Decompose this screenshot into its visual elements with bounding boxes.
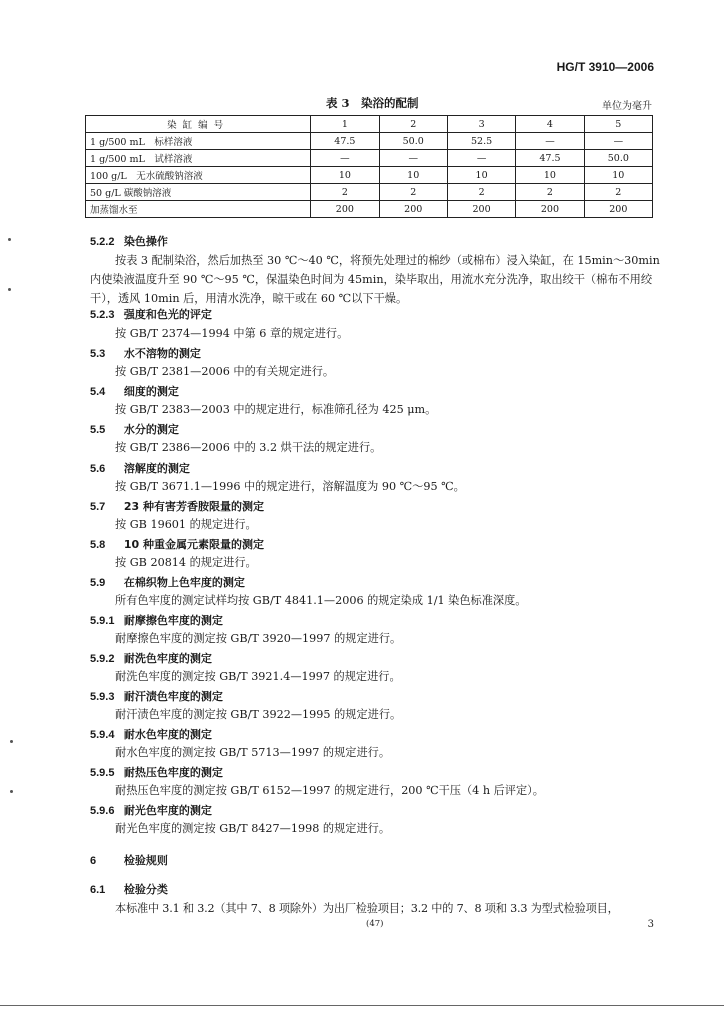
section-title: 耐水色牢度的测定 (123, 728, 212, 741)
table-col-header: 3 (447, 116, 515, 133)
table-row (86, 201, 653, 218)
table-cell: 52.5 (447, 133, 515, 150)
section-title: 溶解度的测定 (123, 462, 190, 475)
table-cell: 10 (584, 167, 652, 184)
table-row (86, 150, 653, 167)
dye-bath-table (85, 115, 653, 218)
section-heading (90, 421, 179, 437)
section-title: 23 种有害芳香胺限量的测定 (123, 500, 264, 513)
row-label: 100 g/L 无水硫酸钠溶液 (86, 167, 311, 184)
table-cell: 10 (447, 167, 515, 184)
section-title: 强度和色光的评定 (123, 308, 212, 321)
section-body: 按 GB 19601 的规定进行。 (115, 518, 257, 531)
table-col-header: 4 (516, 116, 584, 133)
table-cell: 2 (584, 184, 652, 201)
section-heading (90, 726, 212, 742)
table-cell: 2 (379, 184, 447, 201)
section-body: 按 GB/T 2374—1994 中第 6 章的规定进行。 (115, 327, 349, 340)
section-number: 5.6 (90, 463, 106, 475)
table-cell: 47.5 (516, 150, 584, 167)
section-body: 耐洗色牢度的测定按 GB/T 3921.4—1997 的规定进行。 (115, 670, 401, 683)
row-label: 加蒸馏水至 (86, 201, 311, 218)
table-col-header: 5 (584, 116, 652, 133)
section-body: 所有色牢度的测定试样均按 GB/T 4841.1—2006 的规定染成 1/1 染色标准深度。 (115, 594, 527, 607)
section-number: 5.9.2 (90, 653, 115, 665)
table-cell: 200 (311, 201, 379, 218)
section-title: 耐热压色牢度的测定 (123, 766, 223, 779)
section-number: 6.1 (90, 884, 106, 896)
table-cell: 50.0 (379, 133, 447, 150)
section-number: 5.3 (90, 348, 106, 360)
table-cell: — (311, 150, 379, 167)
section-body: 按 GB/T 2381—2006 中的有关规定进行。 (115, 365, 335, 378)
table-col-header: 2 (379, 116, 447, 133)
section-body: 按 GB/T 3671.1—1996 中的规定进行，溶解温度为 90 ℃～95 ℃。 (115, 480, 465, 493)
section-number: 5.9.1 (90, 615, 115, 627)
table-row (86, 184, 653, 201)
table-cell: — (584, 133, 652, 150)
scan-speck (8, 288, 11, 291)
table-cell: 200 (379, 201, 447, 218)
table-cell: — (516, 133, 584, 150)
standard-code: HG/T 3910—2006 (556, 60, 654, 74)
page-number: 3 (647, 919, 654, 930)
section-body: 耐摩擦色牢度的测定按 GB/T 3920—1997 的规定进行。 (115, 632, 402, 645)
section-heading (90, 881, 168, 897)
section-heading (90, 688, 223, 704)
table-cell: 10 (516, 167, 584, 184)
section-heading (90, 536, 264, 552)
table-cell: 200 (584, 201, 652, 218)
row-label: 1 g/500 mL 试样溶液 (86, 150, 311, 167)
section-number: 5.9.3 (90, 691, 115, 703)
section-heading (90, 345, 201, 361)
section-title: 耐汗渍色牢度的测定 (123, 690, 223, 703)
table-cell: 2 (311, 184, 379, 201)
chapter-number: 6 (90, 855, 97, 867)
section-number: 5.5 (90, 424, 106, 436)
table-unit-note: 单位为毫升 (602, 101, 652, 112)
table-col-header: 1 (311, 116, 379, 133)
table-cell: 200 (447, 201, 515, 218)
bottom-rule (0, 1005, 724, 1006)
section-body: 耐汗渍色牢度的测定按 GB/T 3922—1995 的规定进行。 (115, 708, 402, 721)
section-heading (90, 498, 264, 514)
section-heading (90, 612, 223, 628)
section-number: 5.9.4 (90, 729, 115, 741)
section-number: 5.9.5 (90, 767, 115, 779)
table-cell: 200 (516, 201, 584, 218)
scan-speck (10, 740, 13, 743)
table-header-row (86, 116, 653, 133)
row-label: 1 g/500 mL 标样溶液 (86, 133, 311, 150)
section-body: 按 GB 20814 的规定进行。 (115, 556, 257, 569)
section-title: 细度的测定 (123, 385, 179, 398)
section-heading (90, 764, 223, 780)
internal-page-number: (47) (366, 919, 384, 929)
section-number: 5.4 (90, 386, 106, 398)
table-cell: 47.5 (311, 133, 379, 150)
section-body: 按 GB/T 2383—2003 中的规定进行，标准筛孔径为 425 μm。 (115, 403, 437, 416)
section-title: 耐摩擦色牢度的测定 (123, 614, 223, 627)
section-title: 在棉织物上色牢度的测定 (123, 576, 245, 589)
table-cell: 2 (516, 184, 584, 201)
section-heading (90, 460, 190, 476)
table-cell: 10 (379, 167, 447, 184)
section-number: 5.9 (90, 577, 106, 589)
section-heading (90, 802, 212, 818)
chapter-heading (90, 852, 168, 868)
table-cell: 2 (447, 184, 515, 201)
section-number: 5.2.3 (90, 309, 115, 321)
section-body: 耐光色牢度的测定按 GB/T 8427—1998 的规定进行。 (115, 822, 391, 835)
table-cell: 10 (311, 167, 379, 184)
section-number: 5.7 (90, 501, 106, 513)
table-cell: — (379, 150, 447, 167)
section-title: 水不溶物的测定 (123, 347, 201, 360)
section-number: 5.9.6 (90, 805, 115, 817)
section-number: 5.8 (90, 539, 106, 551)
chapter-title: 检验规则 (123, 854, 168, 867)
section-body: 耐水色牢度的测定按 GB/T 5713—1997 的规定进行。 (115, 746, 391, 759)
section-body: 本标准中 3.1 和 3.2（其中 7、8 项除外）为出厂检验项目；3.2 中的 7、8 项和 3.3 为型式检验项目， (115, 902, 619, 915)
section-heading (90, 383, 179, 399)
table-row (86, 133, 653, 150)
table-row (86, 167, 653, 184)
table-caption: 表 3 染浴的配制 (326, 96, 419, 110)
section-title: 水分的测定 (123, 423, 179, 436)
section-heading (90, 650, 212, 666)
section-body: 按 GB/T 2386—2006 中的 3.2 烘干法的规定进行。 (115, 441, 382, 454)
section-heading (90, 233, 168, 249)
section-heading (90, 306, 212, 322)
section-body: 耐热压色牢度的测定按 GB/T 6152—1997 的规定进行，200 ℃干压（4 h 后评定）。 (115, 784, 544, 797)
row-label: 50 g/L 碳酸钠溶液 (86, 184, 311, 201)
scan-speck (10, 790, 13, 793)
section-number: 5.2.2 (90, 236, 115, 248)
section-title: 检验分类 (123, 883, 168, 896)
section-heading (90, 574, 245, 590)
scan-speck (8, 238, 11, 241)
section-title: 10 种重金属元素限量的测定 (123, 538, 264, 551)
table-cell: — (447, 150, 515, 167)
table-cell: 50.0 (584, 150, 652, 167)
section-title: 染色操作 (123, 235, 168, 248)
section-paragraph: 按表 3 配制染浴，然后加热至 30 ℃～40 ℃，将预先处理过的棉纱（或棉布）浸入染缸，在 15min～30min 内使染液温度升至 90 ℃～95 ℃，保温染色时间为 45min，染毕取出，用流水充分洗净，取出绞干（棉布不用绞干），透风 10min 后，用清水洗净，晾干或在 60 ℃以下干燥。 (90, 254, 660, 305)
table-header-label: 染缸编号 (86, 116, 311, 133)
section-title: 耐光色牢度的测定 (123, 804, 212, 817)
section-title: 耐洗色牢度的测定 (123, 652, 212, 665)
